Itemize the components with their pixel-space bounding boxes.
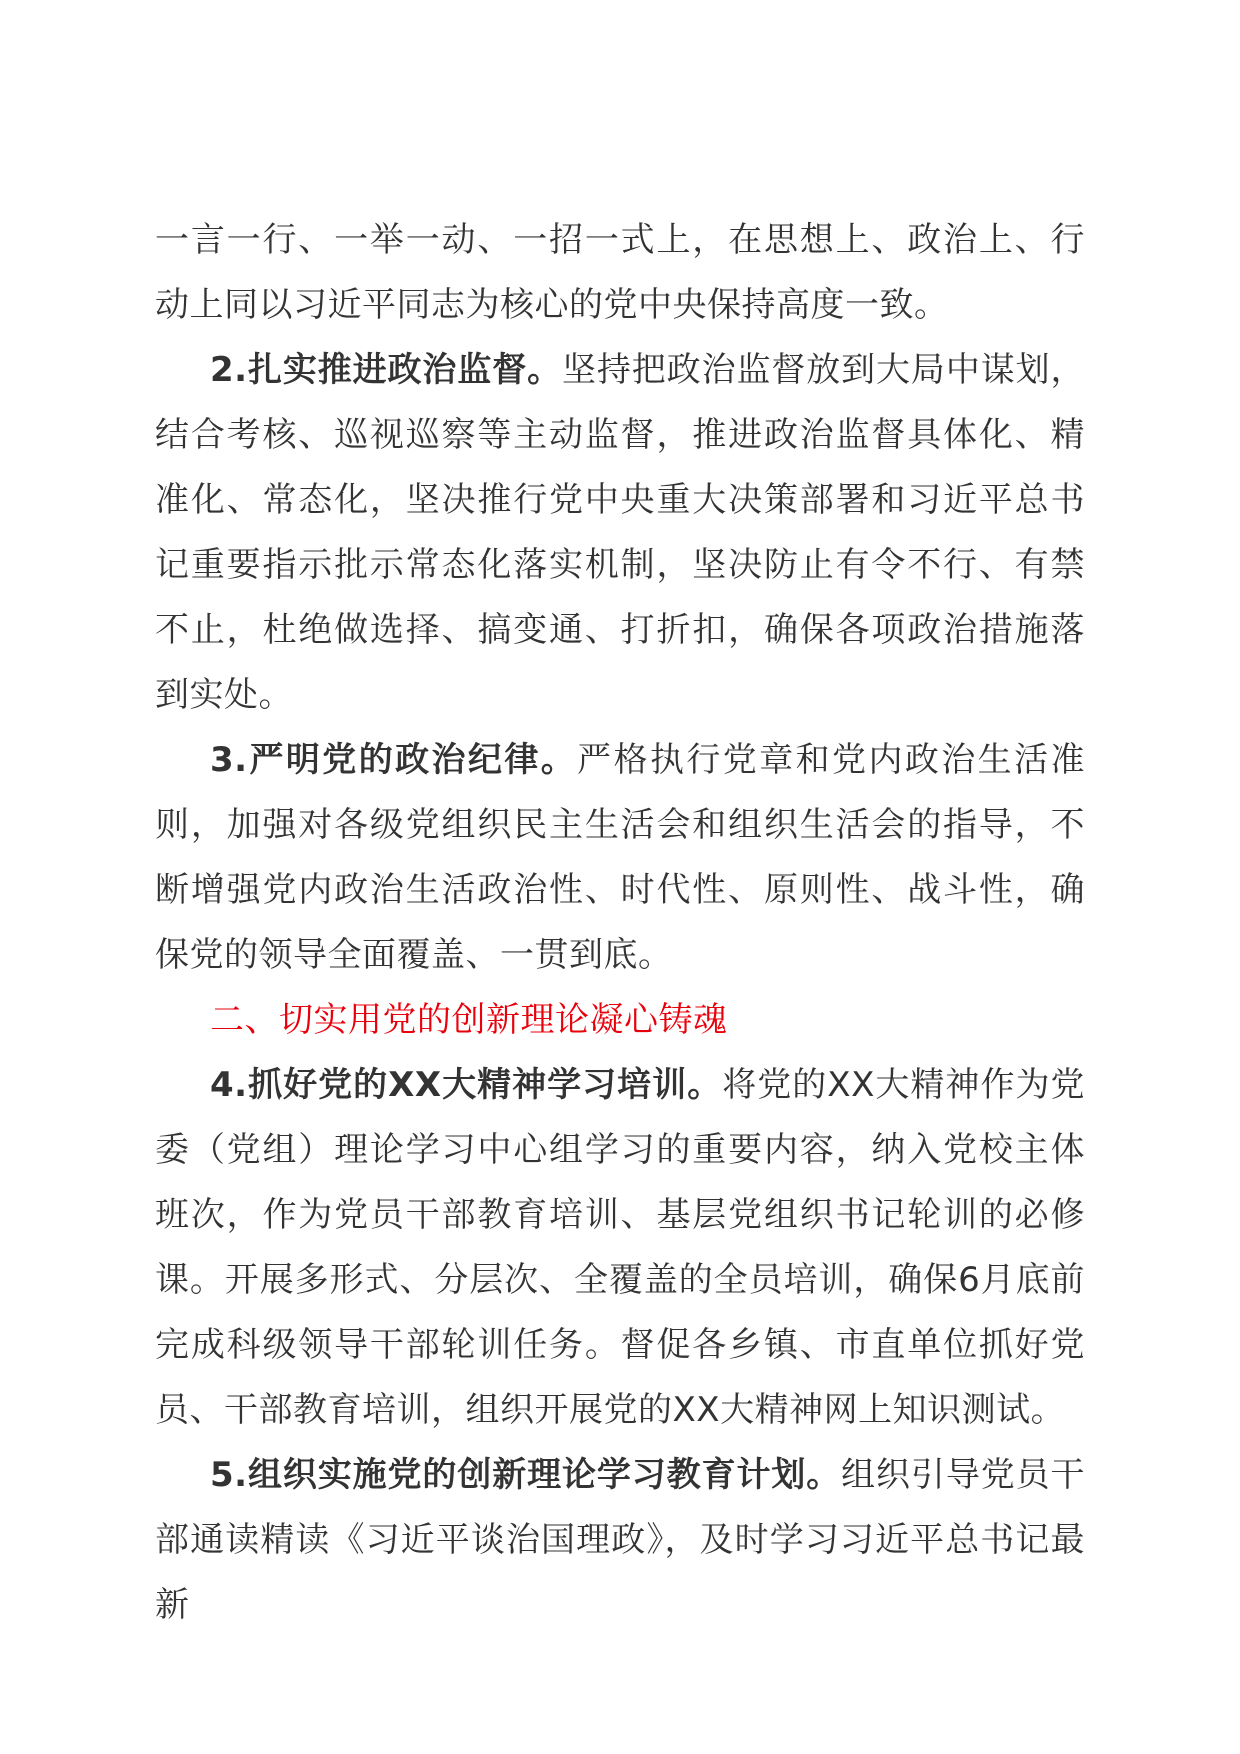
document-page	[155, 208, 1085, 1638]
item-body: 严格执行党章和党内政治生活准则，加强对各级党组织民主生活会和组织生活会的指导，不断增强党内政治生活政治性、时代性、原则性、战斗性，确保党的领导全面覆盖、一贯到底。	[155, 740, 1085, 975]
paragraph-item-3	[155, 728, 1085, 988]
section-title: 二、切实用党的创新理论凝心铸魂	[210, 1000, 728, 1040]
item-body: 将党的XX大精神作为党委（党组）理论学习中心组学习的重要内容，纳入党校主体班次，作为党员干部教育培训、基层党组织书记轮训的必修课。开展多形式、分层次、全覆盖的全员培训，确保6月底前完成科级领导干部轮训任务。督促各乡镇、市直单位抓好党员、干部教育培训，组织开展党的XX大精神网上知识测试。	[155, 1065, 1085, 1430]
paragraph-continuation	[155, 208, 1085, 338]
item-heading: 5.组织实施党的创新理论学习教育计划。	[210, 1455, 842, 1495]
item-heading: 4.抓好党的XX大精神学习培训。	[210, 1065, 723, 1105]
item-heading: 3.严明党的政治纪律。	[210, 740, 578, 780]
item-body: 组织引导党员干部通读精读《习近平谈治国理政》，及时学习习近平总书记最新	[155, 1455, 1085, 1625]
item-body: 坚持把政治监督放到大局中谋划，结合考核、巡视巡察等主动监督，推进政治监督具体化、精准化、常态化，坚决推行党中央重大决策部署和习近平总书记重要指示批示常态化落实机制，坚决防止有令不行、有禁不止，杜绝做选择、搞变通、打折扣，确保各项政治措施落到实处。	[155, 350, 1085, 715]
paragraph-item-2	[155, 338, 1085, 728]
item-heading: 2.扎实推进政治监督。	[210, 350, 562, 390]
paragraph-text: 一言一行、一举一动、一招一式上，在思想上、政治上、行动上同以习近平同志为核心的党中央保持高度一致。	[155, 220, 1085, 325]
paragraph-item-4	[155, 1053, 1085, 1443]
section-heading	[155, 988, 1085, 1053]
paragraph-item-5	[155, 1443, 1085, 1638]
